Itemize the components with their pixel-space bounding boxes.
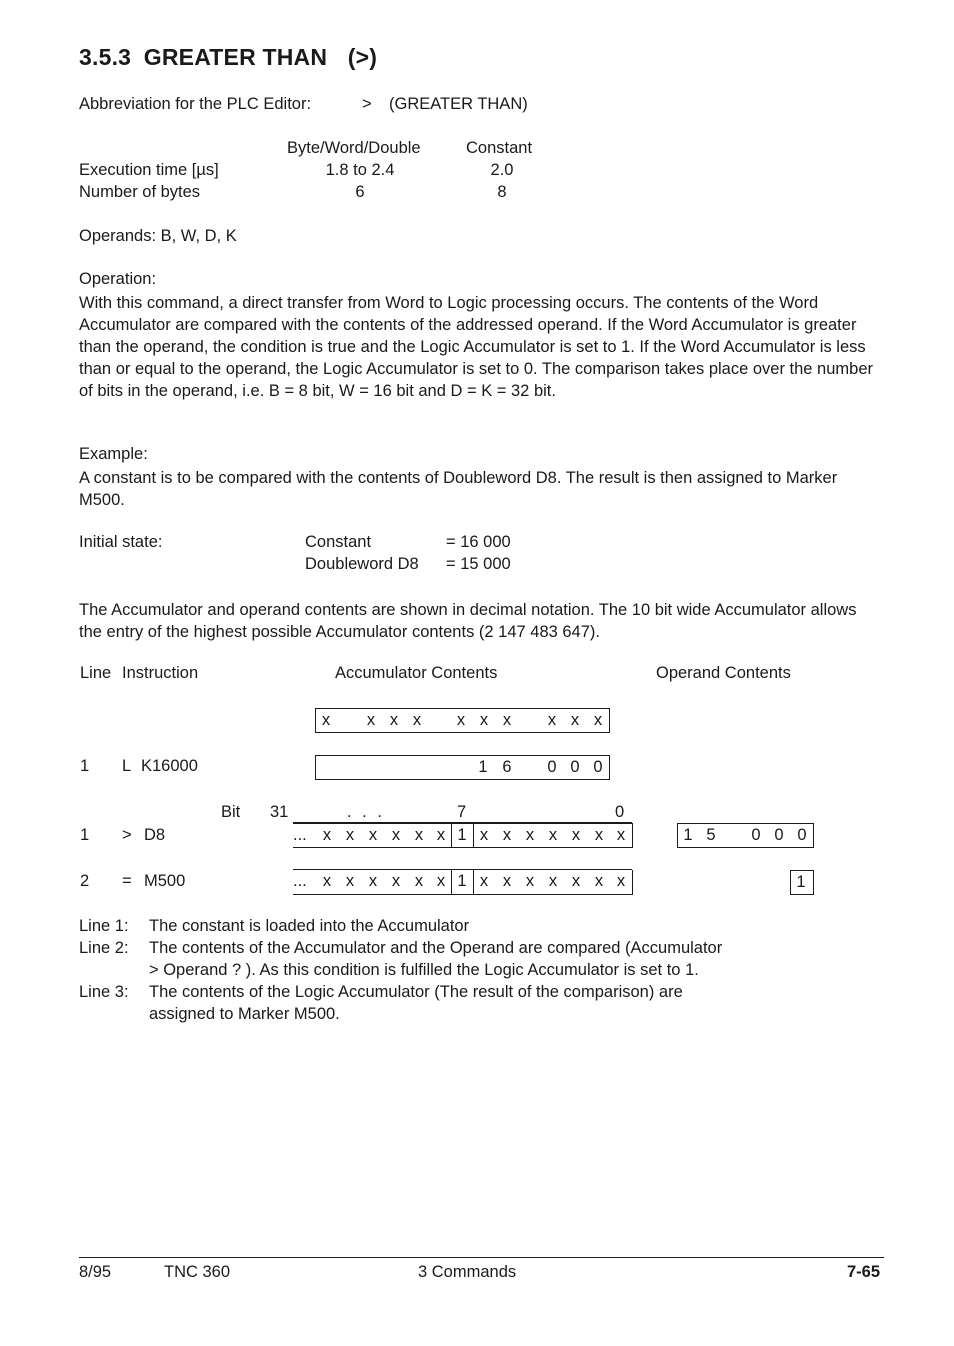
register-bit: x — [571, 826, 581, 844]
col-header-accumulator: Accumulator Contents — [335, 664, 498, 682]
acc-bit: x — [389, 711, 399, 729]
logic-register-row3 — [293, 870, 633, 895]
acc-digit: 1 — [478, 758, 488, 776]
note-text: The constant is loaded into the Accumulator — [149, 917, 470, 935]
register-bit: x — [548, 826, 558, 844]
register-bit: x — [594, 826, 604, 844]
timing-row-bwd: 1.8 to 2.4 — [325, 161, 395, 179]
initial-state-value: = 16 000 — [446, 533, 511, 551]
timing-row-bwd: 6 — [355, 183, 365, 201]
bit-31-label: 31 — [270, 803, 289, 821]
register-bit: x — [502, 872, 512, 890]
operation-title: Operation: — [79, 270, 157, 288]
logic-bit-cell — [451, 824, 474, 847]
footer-product: TNC 360 — [164, 1263, 231, 1281]
section-title: GREATER THAN — [143, 44, 328, 70]
row-line-number: 1 — [80, 826, 90, 844]
col-header-operand: Operand Contents — [656, 664, 791, 682]
register-bit: x — [571, 872, 581, 890]
operation-text: With this command, a direct transfer from Word to Logic processing occurs. The contents of the Word Accumulator are compared with the contents of the addressed operand. If the Word Accumulator is greater than the operand, the condition is true and the Logic Accumulator is set to 1. If the Word Accumulator is less than or equal to the operand, the Logic Accumulator is set to 0. The comparison takes place over the number of bits in the operand, i.e. B = 8 bit, W = 16 bit and D = K = 32 bit. — [79, 294, 873, 400]
logic-bit: 1 — [457, 872, 467, 890]
example-text: A constant is to be compared with the contents of Doubleword D8. The result is then assigned to Marker M500. — [79, 469, 838, 509]
operands-line: Operands: B, W, D, K — [79, 227, 237, 245]
bit-ellipsis: ... — [293, 872, 307, 890]
row-operator: > — [122, 826, 132, 844]
acc-digit: 0 — [547, 758, 557, 776]
note-label: Line 3: — [79, 983, 129, 1001]
operand-row2-box — [677, 823, 814, 848]
note-text: The contents of the Logic Accumulator (The result of the comparison) are — [149, 983, 683, 1001]
register-bit: x — [345, 872, 355, 890]
acc-bit: x — [456, 711, 466, 729]
note-label: Line 1: — [79, 917, 129, 935]
operand-digit: 1 — [683, 826, 693, 844]
register-bit: x — [525, 826, 535, 844]
acc-bit: x — [547, 711, 557, 729]
bit-label: Bit — [221, 803, 241, 821]
row-argument: K16000 — [141, 757, 198, 775]
row-operator: = — [122, 872, 132, 890]
logic-register-row2 — [293, 823, 633, 848]
abbrev-label: Abbreviation for the PLC Editor: — [79, 95, 312, 113]
register-bit: x — [322, 826, 332, 844]
register-bit: x — [345, 826, 355, 844]
note-text: The contents of the Accumulator and the Operand are compared (Accumulator — [149, 939, 723, 957]
initial-state-value: = 15 000 — [446, 555, 511, 573]
register-bit: x — [414, 826, 424, 844]
bit-ellipsis: ... — [293, 826, 307, 844]
footer-page-number: 7-65 — [846, 1263, 880, 1281]
register-bit: x — [368, 872, 378, 890]
footer-date: 8/95 — [79, 1263, 112, 1281]
row-operator: L — [122, 757, 132, 775]
acc-bit: x — [366, 711, 376, 729]
acc-bit: x — [412, 711, 422, 729]
accumulator-row1-box — [315, 755, 610, 780]
marker-bit: 1 — [796, 873, 806, 891]
row-line-number: 2 — [80, 872, 90, 890]
acc-digit: 6 — [502, 758, 512, 776]
notation-text: The Accumulator and operand contents are shown in decimal notation. The 10 bit wide Accumulator allows the entry of the highest possible Accumulator contents (2 147 483 647). — [79, 601, 857, 641]
register-bit: x — [479, 872, 489, 890]
register-bit: x — [436, 872, 446, 890]
register-bit: x — [479, 826, 489, 844]
operand-digit: 0 — [797, 826, 807, 844]
section-heading — [79, 44, 377, 71]
register-bit: x — [502, 826, 512, 844]
bit-divider — [473, 870, 475, 894]
register-bit: x — [391, 872, 401, 890]
timing-header-bwd: Byte/Word/Double — [287, 139, 421, 157]
register-bit: x — [525, 872, 535, 890]
acc-bit: x — [593, 711, 603, 729]
register-bit: x — [414, 872, 424, 890]
bit-dots: . . . — [347, 803, 385, 821]
bit-divider — [473, 824, 475, 847]
bit-0-label: 0 — [615, 803, 625, 821]
register-bit: x — [594, 872, 604, 890]
note-label: Line 2: — [79, 939, 129, 957]
operand-digit: 0 — [774, 826, 784, 844]
initial-state-name: Constant — [305, 533, 372, 551]
register-bit: x — [548, 872, 558, 890]
acc-bit: x — [570, 711, 580, 729]
register-bit: x — [616, 872, 626, 890]
section-symbol: (>) — [347, 44, 378, 70]
register-bit: x — [322, 872, 332, 890]
abbrev-name: (GREATER THAN) — [389, 95, 528, 113]
accumulator-initial-box — [315, 708, 610, 733]
timing-row-constant: 2.0 — [490, 161, 514, 179]
timing-row-constant: 8 — [497, 183, 507, 201]
acc-digit: 0 — [570, 758, 580, 776]
timing-row-label: Number of bytes — [79, 183, 201, 201]
abbrev-symbol: > — [362, 95, 372, 113]
note-text-continued: assigned to Marker M500. — [149, 1005, 340, 1023]
footer-rule — [79, 1257, 884, 1258]
logic-bit-cell — [451, 870, 474, 894]
acc-digit: 0 — [593, 758, 603, 776]
timing-header-constant: Constant — [466, 139, 533, 157]
marker-result-box — [790, 870, 814, 895]
row-argument: M500 — [144, 872, 186, 890]
row-line-number: 1 — [80, 757, 90, 775]
initial-state-label: Initial state: — [79, 533, 163, 551]
bit-7-label: 7 — [457, 803, 467, 821]
example-title: Example: — [79, 445, 148, 463]
operand-digit: 5 — [706, 826, 716, 844]
register-bit: x — [616, 826, 626, 844]
initial-state-name: Doubleword D8 — [305, 555, 419, 573]
operand-digit: 0 — [751, 826, 761, 844]
col-header-line: Line — [80, 664, 112, 682]
col-header-instruction: Instruction — [122, 664, 199, 682]
note-text-continued: > Operand ? ). As this condition is fulfilled the Logic Accumulator is set to 1. — [149, 961, 699, 979]
register-bit: x — [368, 826, 378, 844]
footer-chapter: 3 Commands — [418, 1263, 517, 1281]
register-bit: x — [436, 826, 446, 844]
acc-bit: x — [479, 711, 489, 729]
acc-bit: x — [502, 711, 512, 729]
section-number: 3.5.3 — [79, 44, 132, 70]
acc-bit: x — [321, 711, 331, 729]
logic-bit: 1 — [457, 826, 467, 844]
register-bit: x — [391, 826, 401, 844]
row-argument: D8 — [144, 826, 166, 844]
timing-row-label: Execution time [µs] — [79, 161, 219, 179]
